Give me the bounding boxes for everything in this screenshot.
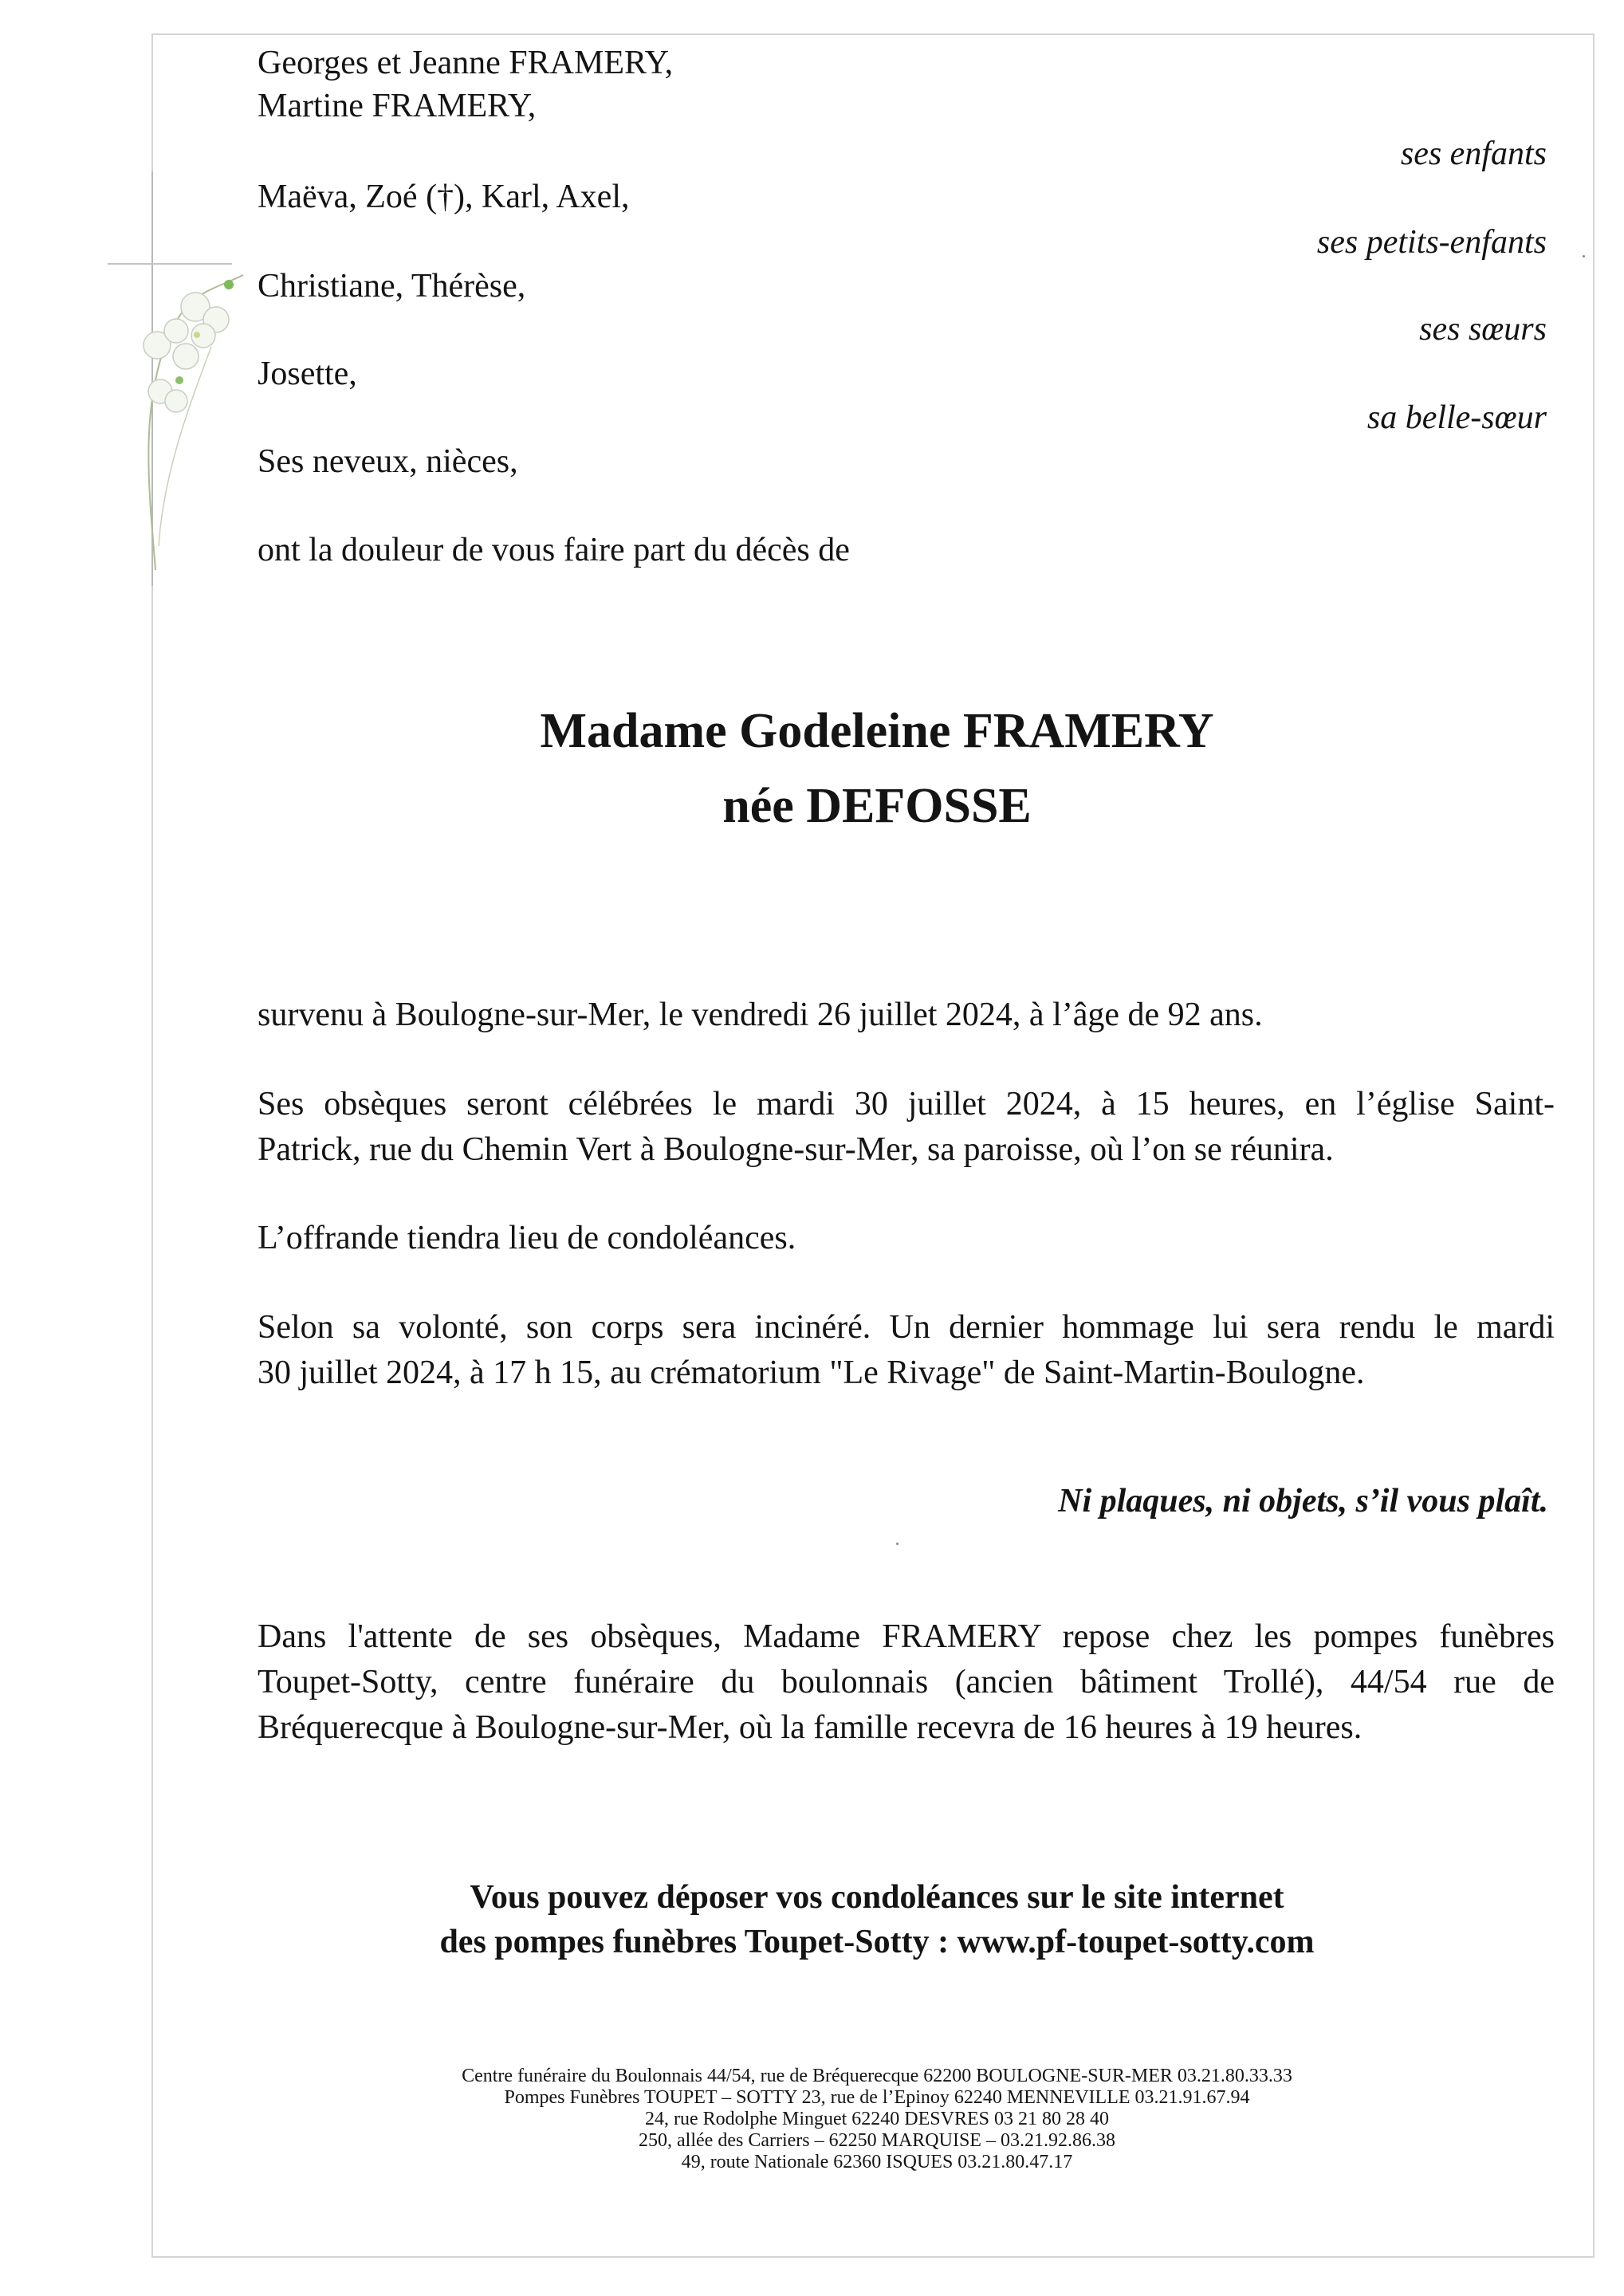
relation-grandchildren: ses petits-enfants: [1316, 224, 1547, 261]
relation-sister-in-law: sa belle-sœur: [1366, 399, 1547, 436]
condolences-line-1: Vous pouvez déposer vos condoléances sur le site internet: [470, 1879, 1284, 1916]
family-line-1: Georges et Jeanne FRAMERY,: [258, 45, 674, 81]
relation-sisters: ses sœurs: [1419, 311, 1547, 348]
rest-place-line-2: Toupet-Sotty, centre funéraire du boulonnais (ancien bâtiment Trollé), 44/54 rue de: [258, 1664, 1555, 1700]
rest-place-line-3: Bréquerecque à Boulogne-sur-Mer, où la famille recevra de 16 heures à 19 heures.: [258, 1709, 1363, 1746]
footer-line-5: 49, route Nationale 62360 ISQUES 03.21.80.47.17: [681, 2152, 1073, 2172]
funeral-line-2: Patrick, rue du Chemin Vert à Boulogne-sur-Mer, sa paroisse, où l’on se réunira.: [258, 1131, 1334, 1168]
funeral-line-1: Ses obsèques seront célébrées le mardi 30 juillet 2024, à 15 heures, en l’église Saint-: [258, 1086, 1555, 1122]
family-line-2: Martine FRAMERY,: [258, 88, 537, 124]
footer-line-3: 24, rue Rodolphe Minguet 62240 DESVRES 03 21 80 28 40: [645, 2109, 1109, 2129]
footer-line-1: Centre funéraire du Boulonnais 44/54, rue de Bréquerecque 62200 BOULOGNE-SUR-MER 03.21.80.33.33: [462, 2066, 1292, 2086]
cremation-line-2: 30 juillet 2024, à 17 h 15, au crématorium "Le Rivage" de Saint-Martin-Boulogne.: [258, 1354, 1365, 1391]
family-line-4: Christiane, Thérèse,: [258, 268, 526, 305]
relation-children: ses enfants: [1400, 136, 1547, 172]
deceased-maiden-name: née DEFOSSE: [722, 779, 1032, 833]
condolences-line-2: des pompes funèbres Toupet-Sotty : www.pf-toupet-sotty.com: [439, 1924, 1315, 1960]
scan-speck: [1583, 255, 1585, 258]
scan-speck: [896, 1543, 899, 1545]
announcement: ont la douleur de vous faire part du décès de: [258, 532, 850, 568]
no-flowers-notice: Ni plaques, ni objets, s’il vous plaît.: [1058, 1483, 1548, 1520]
footer-line-2: Pompes Funèbres TOUPET – SOTTY 23, rue de l’Epinoy 62240 MENNEVILLE 03.21.91.67.94: [504, 2087, 1250, 2108]
footer-line-4: 250, allée des Carriers – 62250 MARQUISE – 03.21.92.86.38: [639, 2130, 1115, 2151]
rest-place-line-1: Dans l'attente de ses obsèques, Madame FRAMERY repose chez les pompes funèbres: [258, 1618, 1555, 1655]
family-line-5: Josette,: [258, 356, 357, 392]
offering-paragraph: L’offrande tiendra lieu de condoléances.: [258, 1220, 796, 1256]
death-paragraph: survenu à Boulogne-sur-Mer, le vendredi 26 juillet 2024, à l’âge de 92 ans.: [258, 997, 1263, 1033]
deceased-name: Madame Godeleine FRAMERY: [540, 704, 1214, 758]
cremation-line-1: Selon sa volonté, son corps sera incinéré. Un dernier hommage lui sera rendu le mardi: [258, 1309, 1555, 1346]
family-line-3: Maëva, Zoé (†), Karl, Axel,: [258, 179, 630, 215]
family-line-6: Ses neveux, nièces,: [258, 443, 518, 480]
